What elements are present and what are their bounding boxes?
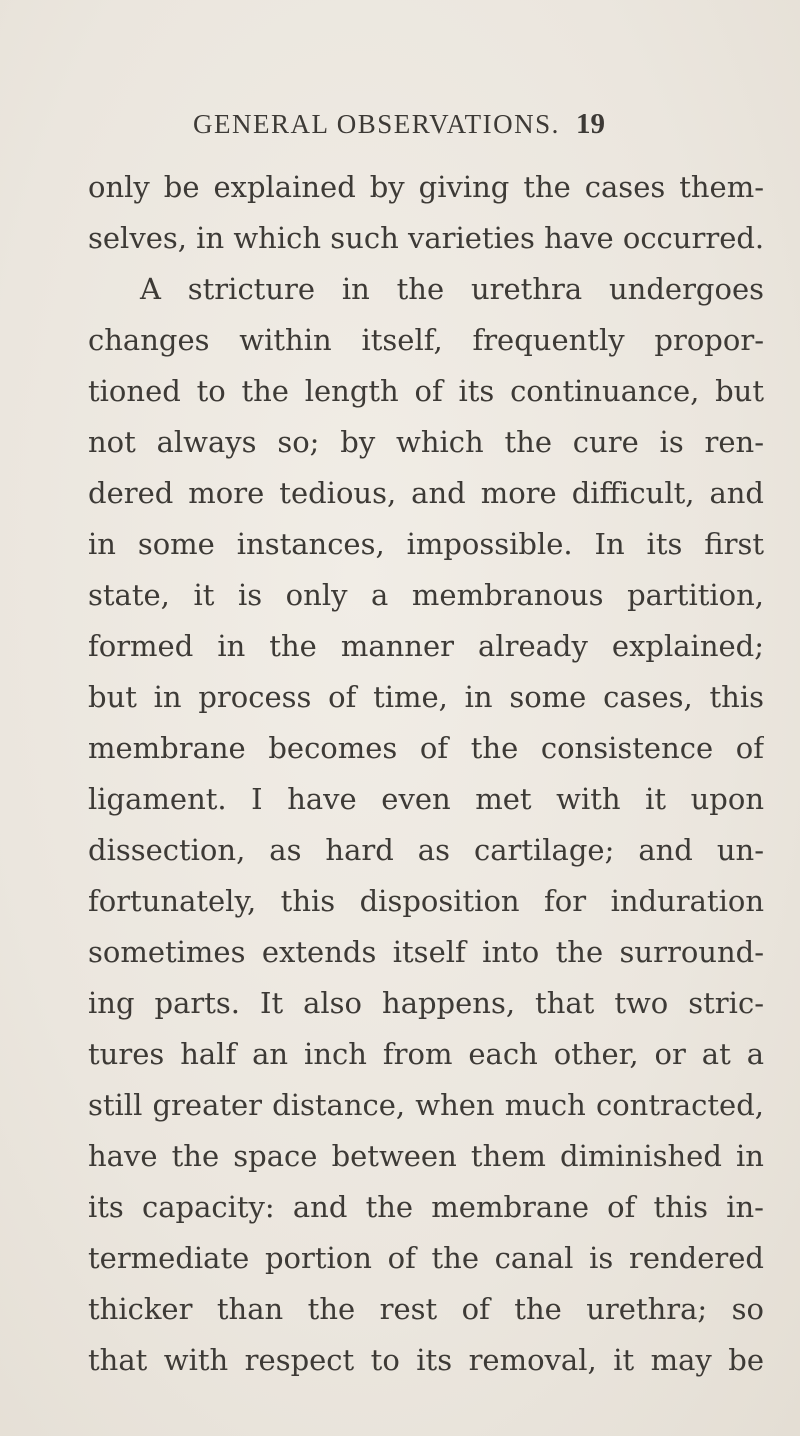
- text-line: dissection, as hard as cartilage; and un-: [88, 833, 764, 867]
- text-line: sometimes extends itself into the surround-: [88, 935, 764, 969]
- text-line: state, it is only a membranous partition,: [88, 578, 764, 612]
- page-number: 19: [576, 108, 605, 140]
- text-line: only be explained by giving the cases them-: [88, 170, 764, 204]
- text-line: tures half an inch from each other, or at a: [88, 1037, 764, 1071]
- text-line: its capacity: and the membrane of this in-: [88, 1190, 764, 1224]
- text-line: dered more tedious, and more difficult, and: [88, 476, 764, 510]
- running-head: [193, 102, 753, 146]
- text-line: selves, in which such varieties have occurred.: [88, 221, 764, 255]
- text-line: formed in the manner already explained;: [88, 629, 764, 663]
- text-line: ligament. I have even met with it upon: [88, 782, 764, 816]
- text-line: changes within itself, frequently propor-: [88, 323, 764, 357]
- text-line: in some instances, impossible. In its first: [88, 527, 764, 561]
- text-line: fortunately, this disposition for induration: [88, 884, 764, 918]
- text-line: ing parts. It also happens, that two stric-: [88, 986, 764, 1020]
- text-line: membrane becomes of the consistence of: [88, 731, 764, 765]
- text-line: A stricture in the urethra undergoes: [140, 272, 764, 306]
- text-line: not always so; by which the cure is ren-: [88, 425, 764, 459]
- text-line: still greater distance, when much contracted,: [88, 1088, 764, 1122]
- text-line: tioned to the length of its continuance, but: [88, 374, 764, 408]
- text-line: but in process of time, in some cases, this: [88, 680, 764, 714]
- text-line: termediate portion of the canal is rendered: [88, 1241, 764, 1275]
- body-text: [88, 162, 764, 1377]
- text-line: that with respect to its removal, it may be: [88, 1343, 764, 1377]
- text-line: have the space between them diminished in: [88, 1139, 764, 1173]
- text-line: thicker than the rest of the urethra; so: [88, 1292, 764, 1326]
- running-title: GENERAL OBSERVATIONS.: [193, 109, 560, 139]
